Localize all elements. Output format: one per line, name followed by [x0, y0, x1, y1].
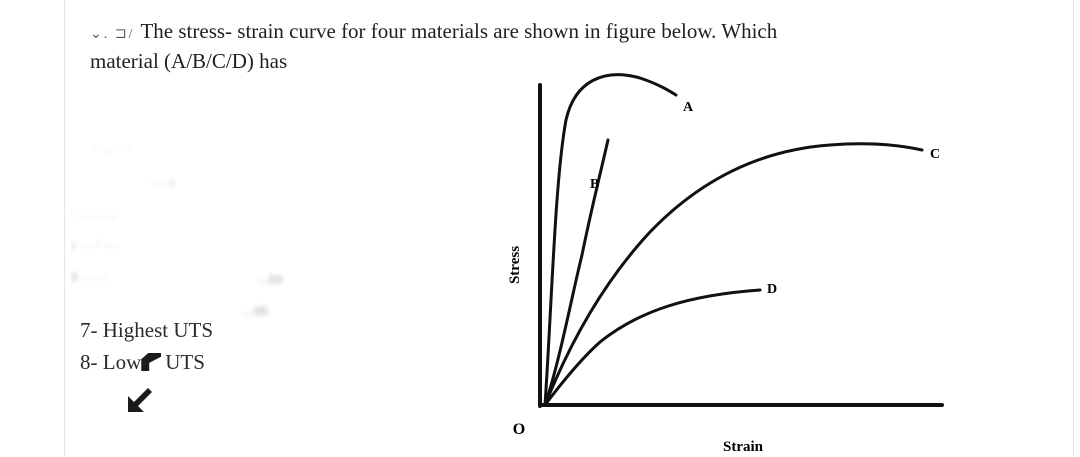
curve-a: [545, 75, 676, 405]
origin-label: O: [512, 421, 526, 438]
curve-b-label: B: [590, 177, 600, 192]
curve-d-label: D: [767, 282, 778, 297]
item-7-label: 7- Highest UTS: [80, 318, 213, 342]
question-line-2: material (A/B/C/D) has: [90, 49, 288, 73]
item-8-label-prefix: 8- Low: [80, 350, 142, 374]
x-axis-label: Strain: [722, 439, 764, 455]
question-line-1: The stress- strain curve for four materials are shown in figure below. Which: [140, 19, 778, 43]
curve-a-label: A: [683, 100, 694, 115]
curve-c-label: C: [930, 147, 941, 162]
y-axis-label: Stress: [507, 245, 523, 285]
obscured-fragment-1: ...ss: [257, 270, 283, 286]
curve-d: [545, 290, 760, 405]
obscured-fragment-2: ...stı: [242, 302, 269, 318]
obscured-question-list: · · , · · · ·· .·ı ʾ · · · · ·· ı · · ·ʼ ·· · ɛ̃ · · · · ...ss ...stı: [72, 140, 283, 318]
curve-c: [545, 144, 922, 405]
item-8-label-suffix: UTS: [165, 350, 205, 374]
question-marker: ⌄. ⊐/: [90, 27, 135, 42]
